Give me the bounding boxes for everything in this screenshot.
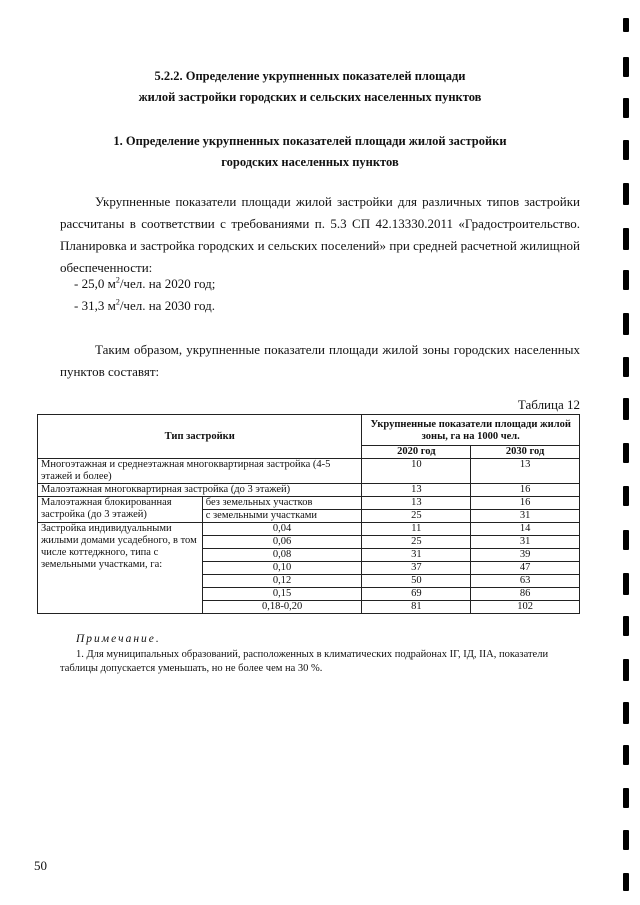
sub-label: 0,04: [202, 523, 362, 536]
cell-2020: 81: [362, 601, 471, 614]
sub-label: 0,18-0,20: [202, 601, 362, 614]
indicators-table: [37, 414, 580, 614]
binding-mark: [623, 873, 629, 891]
cell-2030: 31: [471, 510, 580, 523]
binding-mark: [623, 573, 629, 595]
page-number: 50: [34, 858, 47, 873]
section-heading-line-2: жилой застройки городских и сельских населенных пунктов: [138, 90, 482, 104]
cell-2020: 25: [362, 536, 471, 549]
cell-2020: 31: [362, 549, 471, 562]
binding-mark: [623, 270, 629, 290]
section-heading: [60, 66, 560, 108]
binding-mark: [623, 486, 629, 506]
table-row: [38, 459, 580, 484]
sub-label: 0,08: [202, 549, 362, 562]
sub-label: 0,10: [202, 562, 362, 575]
cell-2030: 16: [471, 484, 580, 497]
binding-mark: [623, 98, 629, 118]
cell-2030: 13: [471, 459, 580, 484]
cell-2020: 11: [362, 523, 471, 536]
row-label: Многоэтажная и среднеэтажная многоквартирная застройка (4-5 этажей и более): [38, 459, 362, 484]
cell-2030: 14: [471, 523, 580, 536]
binding-mark: [623, 659, 629, 681]
sub-label: 0,12: [202, 575, 362, 588]
sub-label: без земельных участков: [202, 497, 362, 510]
binding-mark: [623, 443, 629, 463]
subsection-heading: [60, 131, 560, 173]
cell-2020: 13: [362, 484, 471, 497]
subsection-heading-line-2: городских населенных пунктов: [221, 155, 399, 169]
note-text: 1. Для муниципальных образований, расположенных в климатических подрайонах IГ, IД, IIА, показатели таблицы допускается уменьшать, но не более чем на 30 %.: [60, 649, 549, 674]
cell-2020: 25: [362, 510, 471, 523]
cell-2030: 39: [471, 549, 580, 562]
bullet-2030: - 31,3 $м^2$/чел. на 2030 год.: [74, 297, 215, 313]
binding-mark: [623, 616, 629, 636]
table-header-row: [38, 415, 580, 446]
row-label: Застройка индивидуальными жилыми домами усадебного, в том числе коттеджного, типа с земельными участками, га:: [38, 523, 203, 614]
header-year-2030: 2030 год: [471, 446, 580, 459]
cell-2030: 16: [471, 497, 580, 510]
binding-mark: [623, 788, 629, 808]
cell-2020: 37: [362, 562, 471, 575]
binding-mark: [623, 57, 629, 77]
bullet-2020: - 25,0 $м^2$/чел. на 2020 год;: [74, 275, 216, 291]
header-indicator: Укрупненные показатели площади жилой зоны, га на 1000 чел.: [362, 415, 580, 446]
row-label: Малоэтажная блокированная застройка (до 3 этажей): [38, 497, 203, 523]
cell-2020: 50: [362, 575, 471, 588]
cell-2030: 47: [471, 562, 580, 575]
binding-mark: [623, 18, 629, 32]
sub-label: 0,15: [202, 588, 362, 601]
intro-paragraph: Укрупненные показатели площади жилой застройки для различных типов застройки рассчитаны в соответствии с требованиями п. 5.3 СП 42.13330.2011 «Градостроительство. Планировка и застройка городских и сельских поселений» при средней расчетной жилищной обеспеченности:: [60, 194, 580, 275]
binding-mark: [623, 398, 629, 420]
summary-paragraph: Таким образом, укрупненные показатели площади жилой зоны городских населенных пунктов составят:: [60, 342, 580, 379]
cell-2020: 13: [362, 497, 471, 510]
binding-mark: [623, 745, 629, 765]
note-title: Примечание.: [76, 633, 161, 645]
cell-2030: 86: [471, 588, 580, 601]
binding-mark: [623, 357, 629, 377]
cell-2030: 102: [471, 601, 580, 614]
row-label: Малоэтажная многоквартирная застройка (до 3 этажей): [38, 484, 362, 497]
sub-label: с земельными участками: [202, 510, 362, 523]
table-row: [38, 497, 580, 510]
subsection-heading-line-1: 1. Определение укрупненных показателей площади жилой застройки: [113, 134, 507, 148]
binding-mark: [623, 830, 629, 850]
binding-mark: [623, 313, 629, 335]
table-caption: Таблица 12: [517, 397, 580, 412]
section-heading-line-1: 5.2.2. Определение укрупненных показателей площади: [154, 69, 466, 83]
binding-mark: [623, 702, 629, 724]
header-type: Тип застройки: [38, 415, 362, 459]
binding-mark: [623, 228, 629, 250]
header-year-2020: 2020 год: [362, 446, 471, 459]
binding-mark: [623, 140, 629, 160]
binding-mark: [623, 183, 629, 205]
table-row: [38, 484, 580, 497]
cell-2020: 69: [362, 588, 471, 601]
table-row: [38, 523, 580, 536]
cell-2030: 31: [471, 536, 580, 549]
sub-label: 0,06: [202, 536, 362, 549]
binding-mark: [623, 530, 629, 550]
cell-2020: 10: [362, 459, 471, 484]
cell-2030: 63: [471, 575, 580, 588]
